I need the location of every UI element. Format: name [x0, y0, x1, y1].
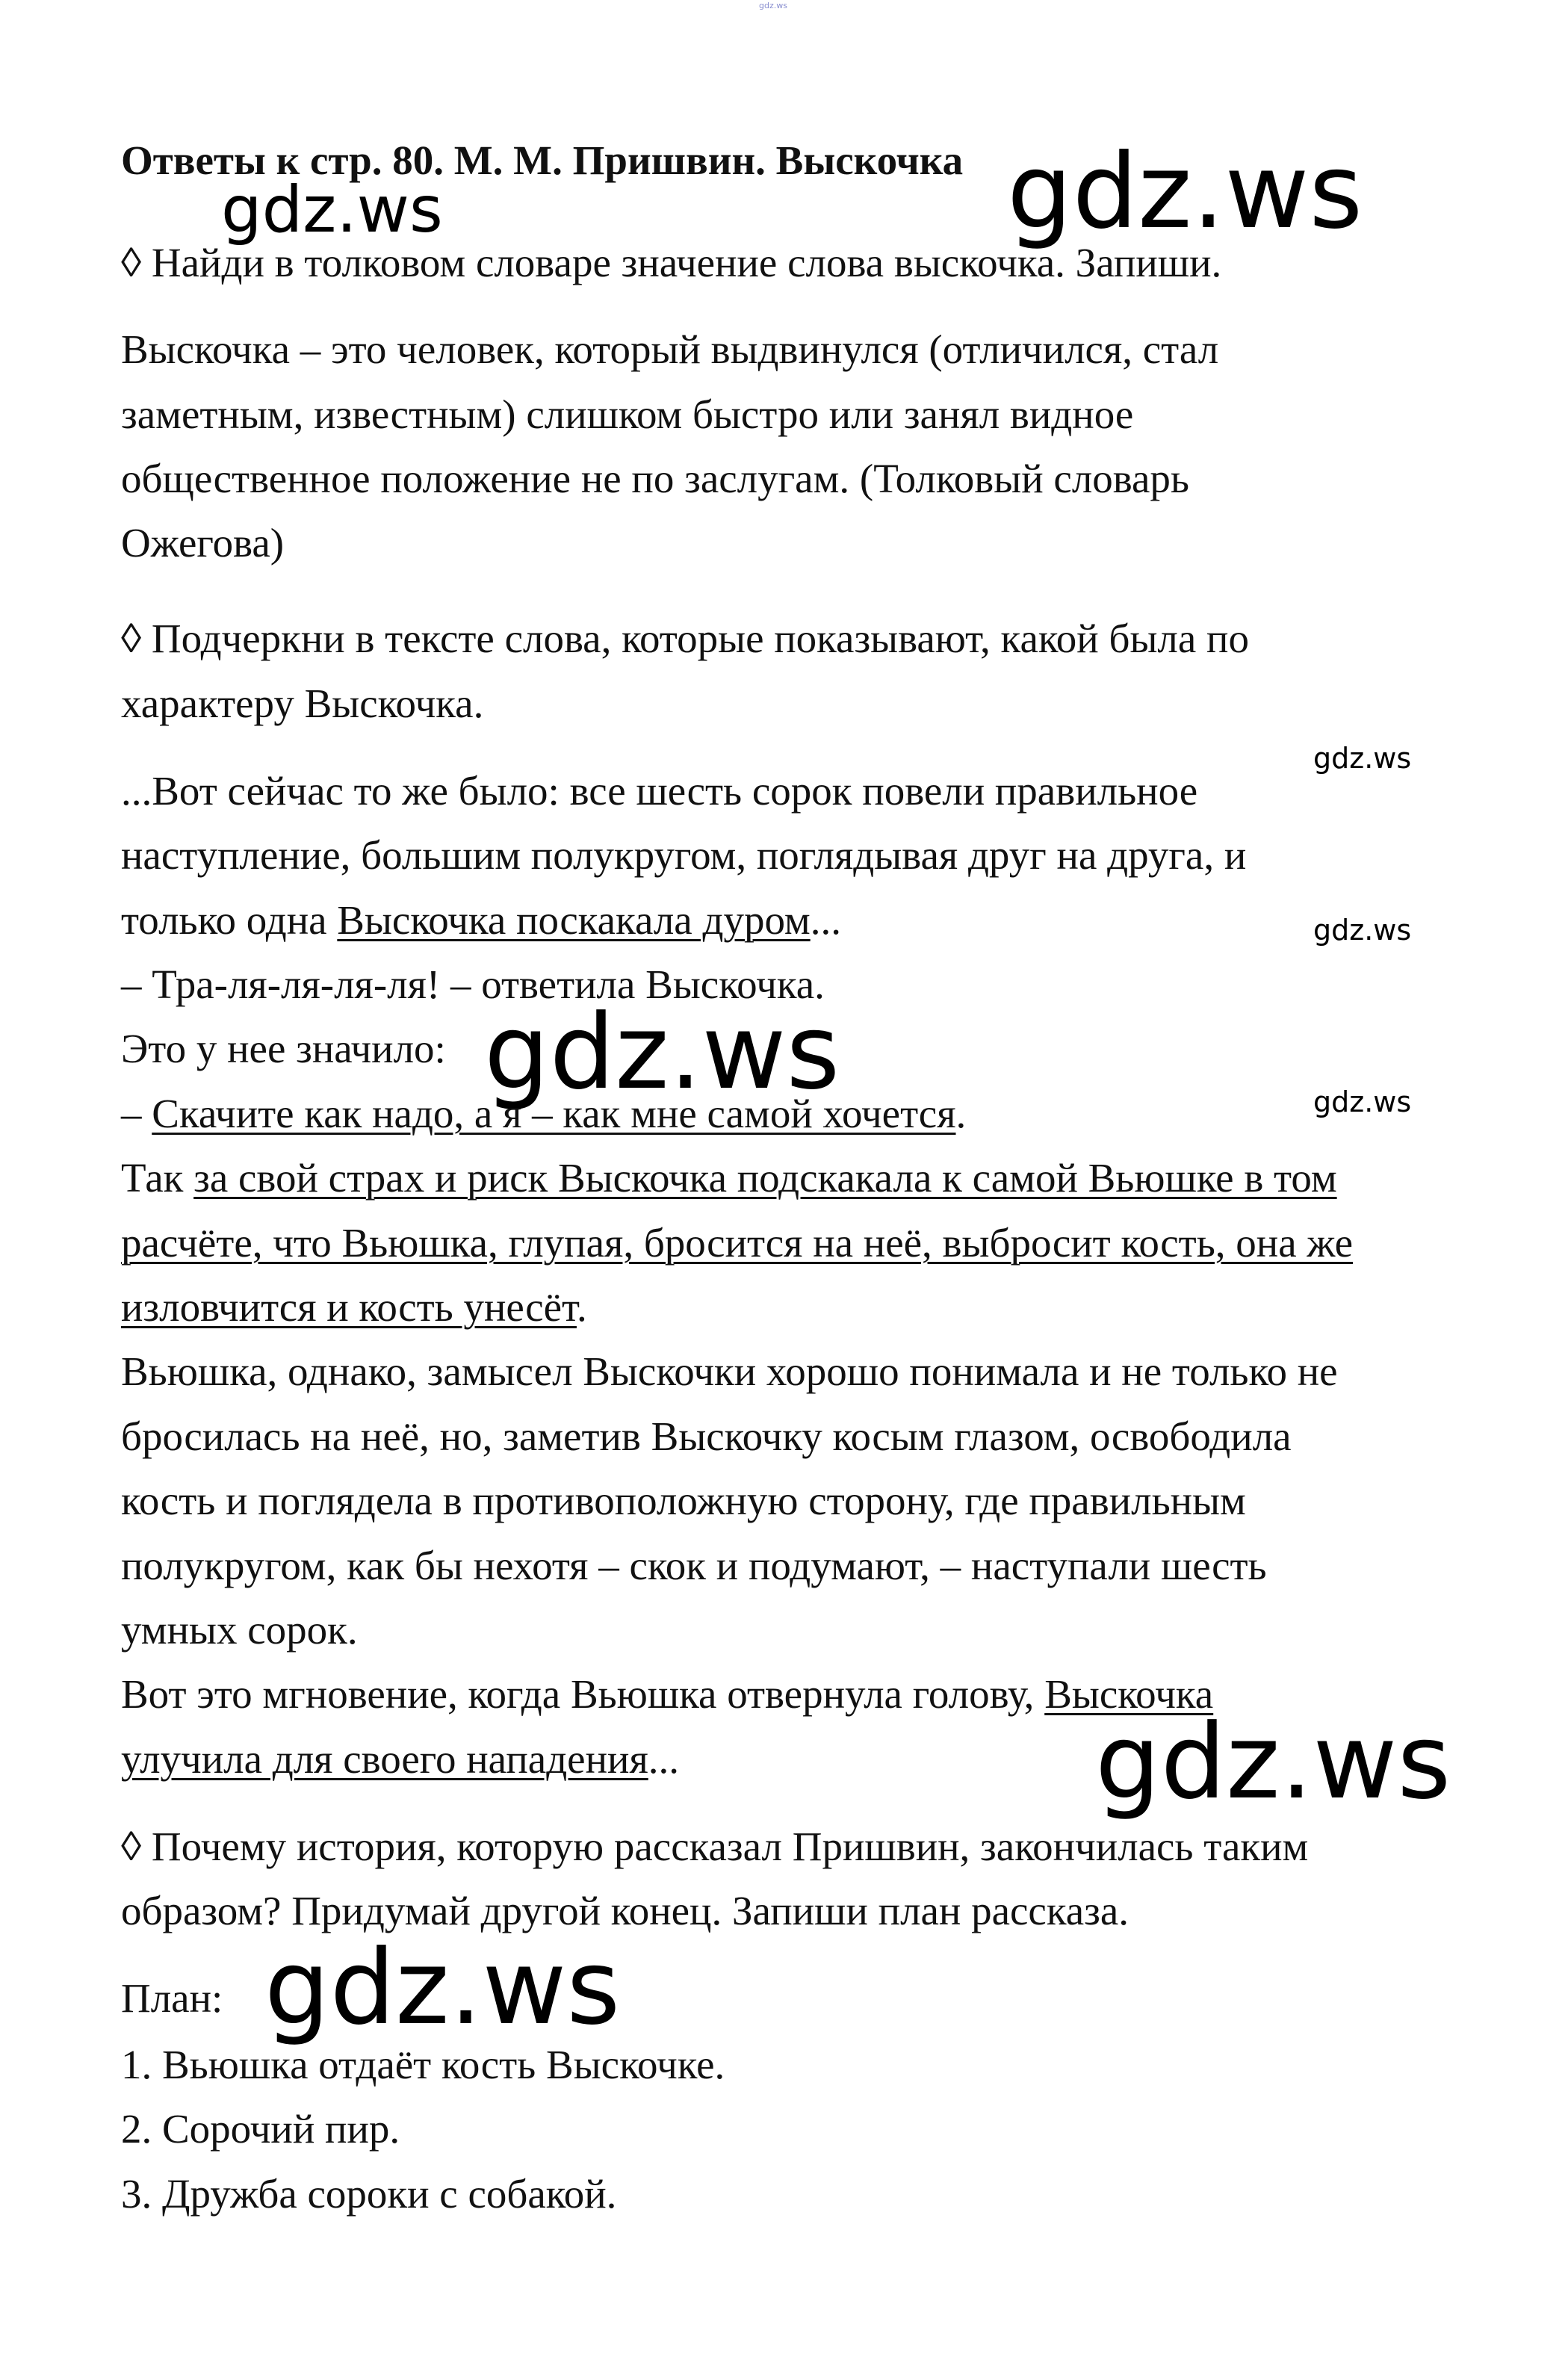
question-3-line-2: образом? Придумай другой конец. Запиши план рассказа.	[121, 1888, 1129, 1933]
story-line-6	[121, 1088, 966, 1140]
story-line-3	[121, 894, 841, 947]
plain-text: Так	[121, 1155, 194, 1201]
definition-line-3: общественное положение не по заслугам. (Толковый словарь	[121, 456, 1189, 501]
story-line-11: бросилась на неё, но, заметив Выскочку косым глазом, освободила	[121, 1413, 1292, 1459]
underlined-text: расчёте, что Вьюшка, глупая, бросится на неё, выбросит кость, она же	[121, 1220, 1354, 1266]
underlined-text: улучила для своего нападения	[121, 1736, 648, 1782]
story-line-14: умных сорок.	[121, 1607, 358, 1653]
story-line-12: кость и поглядела в противоположную сторону, где правильным	[121, 1478, 1246, 1523]
watermark-lower-right: gdz.ws	[1095, 1702, 1451, 1822]
watermark-middle: gdz.ws	[484, 992, 840, 1112]
story-line-1: ...Вот сейчас то же было: все шесть сорок повели правильное	[121, 768, 1198, 814]
question-2-line-2: характеру Выскочка.	[121, 681, 484, 726]
story-line-5: Это у нее значило:	[121, 1026, 446, 1071]
plain-text: –	[121, 1091, 152, 1136]
watermark-upper-right: gdz.ws	[1007, 131, 1363, 252]
watermark-upper-left: gdz.ws	[221, 173, 443, 247]
story-line-15	[121, 1668, 1213, 1721]
plain-text: ...	[648, 1736, 680, 1782]
story-line-8	[121, 1217, 1353, 1269]
question-1: ◊ Найди в толковом словаре значение слова выскочка. Запиши.	[121, 240, 1222, 285]
plain-text: ...	[810, 897, 841, 943]
story-line-9	[121, 1281, 587, 1334]
story-line-2: наступление, большим полукругом, поглядывая друг на друга, и	[121, 832, 1247, 878]
definition-line-1: Выскочка – это человек, который выдвинулся (отличился, стал	[121, 326, 1219, 372]
question-3-line-1: ◊ Почему история, которую рассказал Пришвин, закончилась таким	[121, 1824, 1309, 1869]
story-line-10: Вьюшка, однако, замысел Выскочки хорошо понимала и не только не	[121, 1348, 1338, 1394]
plain-text: только одна	[121, 897, 338, 943]
plan-item-2: 2. Сорочий пир.	[121, 2106, 400, 2152]
plan-item-1: 1. Вьюшка отдаёт кость Выскочке.	[121, 2042, 725, 2087]
underlined-text: Выскочка поскакала дуром	[337, 897, 811, 943]
watermark-lower-left: gdz.ws	[264, 1927, 621, 2048]
question-2-line-1: ◊ Подчеркни в тексте слова, которые показывают, какой была по	[121, 616, 1249, 661]
story-line-16	[121, 1733, 679, 1786]
page-title: Ответы к стр. 80. М. М. Пришвин. Выскочка	[121, 137, 964, 183]
underlined-text: Выскочка	[1044, 1671, 1214, 1717]
watermark-small-1: gdz.ws	[1313, 742, 1412, 775]
plain-text: .	[576, 1284, 587, 1330]
plain-text: .	[955, 1091, 967, 1136]
story-line-7	[121, 1152, 1337, 1204]
plain-text: Вот это мгновение, когда Вьюшка отвернула голову,	[121, 1671, 1045, 1717]
definition-line-4: Ожегова)	[121, 520, 285, 566]
story-line-13: полукругом, как бы нехотя – скок и подумают, – наступали шесть	[121, 1543, 1267, 1588]
watermark-small-2: gdz.ws	[1313, 914, 1412, 947]
plan-label: План:	[121, 1975, 223, 2021]
plan-item-3: 3. Дружба сороки с собакой.	[121, 2171, 617, 2217]
story-line-4: – Тра-ля-ля-ля-ля! – ответила Выскочка.	[121, 961, 825, 1007]
underlined-text: Скачите как надо, а я – как мне самой хочется	[152, 1091, 956, 1136]
underlined-text: за свой страх и риск Выскочка подскакала к самой Вьюшке в том	[193, 1155, 1337, 1201]
watermark-small-3: gdz.ws	[1313, 1086, 1412, 1118]
watermark-top: gdz.ws	[759, 1, 787, 10]
underlined-text: изловчится и кость унесёт	[121, 1284, 577, 1330]
definition-line-2: заметным, известным) слишком быстро или занял видное	[121, 391, 1134, 437]
